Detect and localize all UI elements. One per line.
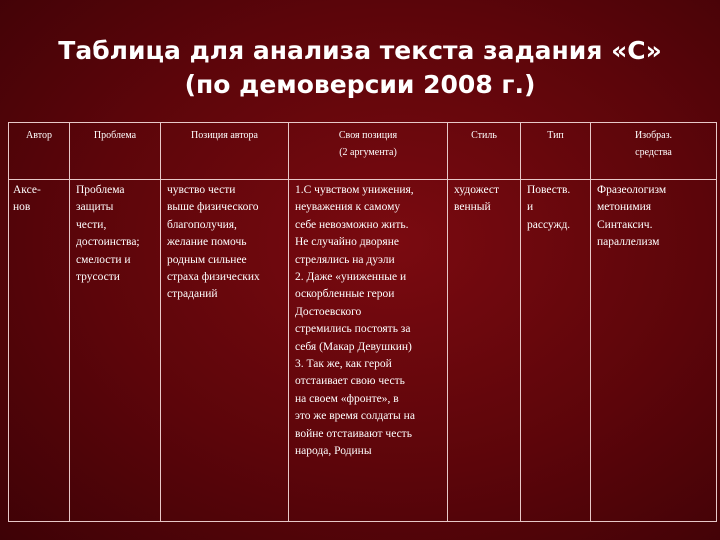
header-author: Автор bbox=[9, 123, 70, 180]
header-author-position: Позиция автора bbox=[161, 123, 289, 180]
analysis-table bbox=[8, 122, 717, 522]
title-line-1: Таблица для анализа текста задания «С» bbox=[58, 36, 662, 65]
cell-means: Фразеологизм метонимия Синтаксич. параллелизм bbox=[591, 180, 717, 522]
slide-title bbox=[0, 34, 720, 102]
header-problem: Проблема bbox=[70, 123, 161, 180]
title-line-2: (по демоверсии 2008 г.) bbox=[184, 70, 536, 99]
cell-problem: Проблема защиты чести, достоинства; смелости и трусости bbox=[70, 180, 161, 522]
cell-own-position: 1.С чувством унижения, неуважения к самому себе невозможно жить. Не случайно дворяне стрелялись на дуэли 2. Даже «униженные и оскорбленные герои Достоевского стремились постоять за себя (Макар Девушкин) 3. Так же, как герой отстаивает свою честь на своем «фронте», в это же время солдаты на войне отстаивают честь народа, Родины bbox=[289, 180, 448, 522]
cell-author: Аксе- нов bbox=[9, 180, 70, 522]
table-header-row bbox=[9, 123, 717, 180]
header-own-position: Своя позиция (2 аргумента) bbox=[289, 123, 448, 180]
header-style: Стиль bbox=[448, 123, 521, 180]
cell-type: Повеств. и рассужд. bbox=[521, 180, 591, 522]
cell-style: художест венный bbox=[448, 180, 521, 522]
table-row bbox=[9, 180, 717, 522]
header-means: Изобраз. средства bbox=[591, 123, 717, 180]
header-type: Тип bbox=[521, 123, 591, 180]
cell-author-position: чувство чести выше физического благополучия, желание помочь родным сильнее страха физических страданий bbox=[161, 180, 289, 522]
